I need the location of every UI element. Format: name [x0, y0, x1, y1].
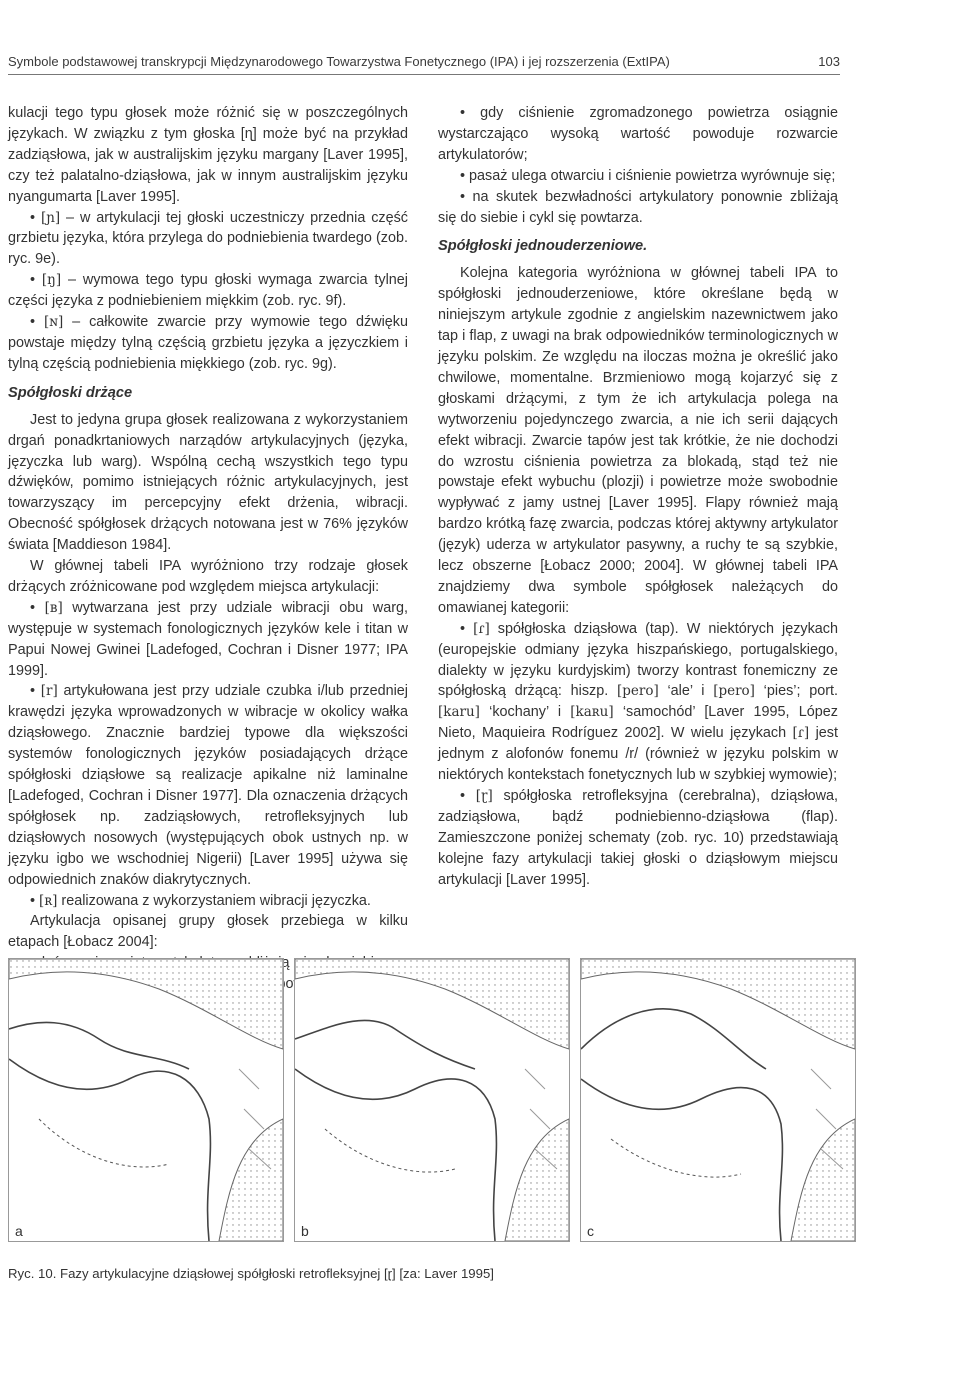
paragraph: W głównej tabeli IPA wyróżniono trzy rodzaje głosek drżących zróżnicowane pod względem miejsca artykulacji:	[8, 558, 408, 595]
bullet-uvular-trill: • [ʀ] realizowana z wykorzystaniem wibracji języczka.	[30, 892, 371, 909]
bullet-palatal-nasal: • [ɲ] – w artykulacji tej głoski uczestniczy przednia część grzbietu języka, która przylega do podniebienia twardego (zob. ryc. 9e).	[8, 209, 408, 268]
bullet-alveolar-tap: • [ɾ] spółgłoska dziąsłowa (tap). W niektórych językach (europejskie odmiany języka hiszpańskiego, portugalskiego, dialekty w języku kurdyjskim) tworzy kontrast fonemiczny ze spółgłoską drżącą: hiszp. [pero] ‘ale’ i [pero] ‘pies’; port. [karu] ‘kochany’ i [kaʀu] ‘samochód’ [Laver 1995, López Nieto, Maquieira Rodríguez 2002]. W wielu językach [ɾ] jest jednym z alofonów fonemu /r/ (również w języku polskim w niektórych kontekstach fonetycznych lub w szybkiej wymowie);	[438, 620, 838, 784]
page-number: 103	[818, 54, 840, 69]
vocal-tract-diagram-b	[295, 959, 569, 1241]
paragraph: Artykulacja opisanej grupy głosek przebiega w kilku etapach [Łobacz 2004]:	[8, 913, 408, 951]
header-rule	[8, 74, 840, 75]
paragraph: Jest to jedyna grupa głosek realizowana z wykorzystaniem drgań ponadkrtaniowych narządów artykulacyjnych (języka, języczka lub warg). Wspólną cechą wszystkich tego typu dźwięków, pomimo istniejących różnic artykulacyjnych, jest towarzyszący im percepcyjny efekt drżenia, wibracji. Obecność spółgłosek drżących notowana jest w 76% języków świata [Maddieson 1984].	[8, 411, 408, 554]
panel-label-c: c	[587, 1223, 594, 1239]
header-title: Symbole podstawowej transkrypcji Międzynarodowego Towarzystwa Fonetycznego (IPA) i jej rozszerzenia (ExtIPA)	[8, 54, 670, 69]
panel-c	[580, 958, 856, 1242]
panel-b	[294, 958, 570, 1242]
bullet-velar-nasal: • [ŋ] – wymowa tego typu głoski wymaga zwarcia tylnej części języka z podniebieniem miękkim (zob. ryc. 9f).	[8, 272, 408, 310]
running-header	[8, 54, 840, 72]
paragraph: Kolejna kategoria wyróżniona w głównej tabeli IPA to spółgłoski jednouderzeniowe, które określane będą w niniejszym artykule zgodnie z angielskim nazewnictwem jako tap i flap, z uwagi na brak odpowiedników terminologicznych w języku polskim. Ze względu na iloczas można je określić jako chwilowe, momentalne. Brzmieniowo mogą kojarzyć się z głoskami drżącymi, z tym że ich artykulacja polega na wytworzeniu pojedynczego zwarcia, a nie ich serii dających efekt wibracji. Zwarcie tapów jest tak krótkie, że nie dochodzi do wzrostu ciśnienia powietrza za blokadą, stąd też nie powstaje efekt wybuchu (plozji) i powietrze może swobodnie wypływać z jamy ustnej [Laver 1995]. Flapy również mają bardzo krótką fazę zwarcia, podczas której aktywny artykulator (język) uderza w artykulator pasywny, a ruchy te są szybkie, lecz obszerne [Łobacz 2000; 2004]. W głównej tabeli IPA znajdziemy dwa symbole spółgłosek należących do omawianej kategorii:	[438, 265, 838, 616]
vocal-tract-diagram-a	[9, 959, 283, 1241]
panel-a	[8, 958, 284, 1242]
paragraph: kulacji tego typu głosek może różnić się w poszczególnych językach. W związku z tym głoska [ɳ] może być na przykład zadziąsłowa, jak w australijskim języku margany [Laver 1995], czy też palatalno-dziąsłowa, jak w innym australijskim języku nyangumarta [Laver 1995].	[8, 105, 408, 205]
panel-label-a: a	[15, 1223, 23, 1239]
bullet-stage-3: • pasaż ulega otwarciu i ciśnienie powietrza wyrównuje się;	[460, 167, 836, 184]
figure-caption: Ryc. 10. Fazy artykulacyjne dziąsłowej spółgłoski retrofleksyjnej [ɽ] [za: Laver 1995]	[8, 1266, 494, 1281]
panel-label-b: b	[301, 1223, 309, 1239]
section-heading-taps: Spółgłoski jednouderzeniowe.	[438, 238, 648, 255]
bullet-retroflex-flap: • [ɽ] spółgłoska retrofleksyjna (cerebralna), dziąsłowa, zadziąsłowa, bądź podniebienno-dziąsłowa (flap). Zamieszczone poniżej schematy (zob. ryc. 10) przedstawiają kolejne fazy artykulacji takiej głoski o dziąsłowym miejscu artykulacji [Laver 1995].	[438, 788, 838, 888]
bullet-uvular-nasal: • [ɴ] – całkowite zwarcie przy wymowie tego dźwięku powstaje między tylną częścią grzbietu języka a języczkiem i tylną częścią podniebienia miękkiego (zob. ryc. 9g).	[8, 314, 408, 372]
figure-10	[8, 958, 954, 1242]
bullet-stage-2: • gdy ciśnienie zgromadzonego powietrza osiągnie wystarczająco wysoką wartość powoduje rozwarcie artykulatorów;	[438, 105, 838, 163]
vocal-tract-diagram-c	[581, 959, 855, 1241]
bullet-bilabial-trill: • [ʙ] wytwarzana jest przy udziale wibracji obu warg, występuje w systemach fonologicznych języków kele i titan w Papui Nowej Gwinei [Ladefoged, Cochran i Disner 1977; IPA 1999].	[8, 599, 409, 679]
bullet-stage-4: • na skutek bezwładności artykulatory ponownie zbliżają się do siebie i cykl się powtarza.	[438, 188, 838, 226]
bullet-alveolar-trill: • [r] artykułowana jest przy udziale czubka i/lub przedniej krawędzi języka wprowadzonych w wibracje w okolicy wałka dziąsłowego. Znacznie bardziej typowe dla większości systemów fonologicznych języków posiadających drżące spółgłoski dziąsłowe są realizacje apikalne niż laminalne [Ladefoged, Cochran i Disner 1977]. Dla oznaczenia drżących spółgłosek np. zadziąsłowych, retrofleksyjnych lub dziąsłowych nosowych (występujących obok ustnych np. w języku igbo we wschodniej Nigerii) [Laver 1995] używa się odpowiednich znaków diakrytycznych.	[8, 683, 409, 888]
section-heading-trills: Spółgłoski drżące	[8, 384, 133, 401]
right-column	[438, 103, 838, 891]
left-column	[8, 103, 408, 995]
